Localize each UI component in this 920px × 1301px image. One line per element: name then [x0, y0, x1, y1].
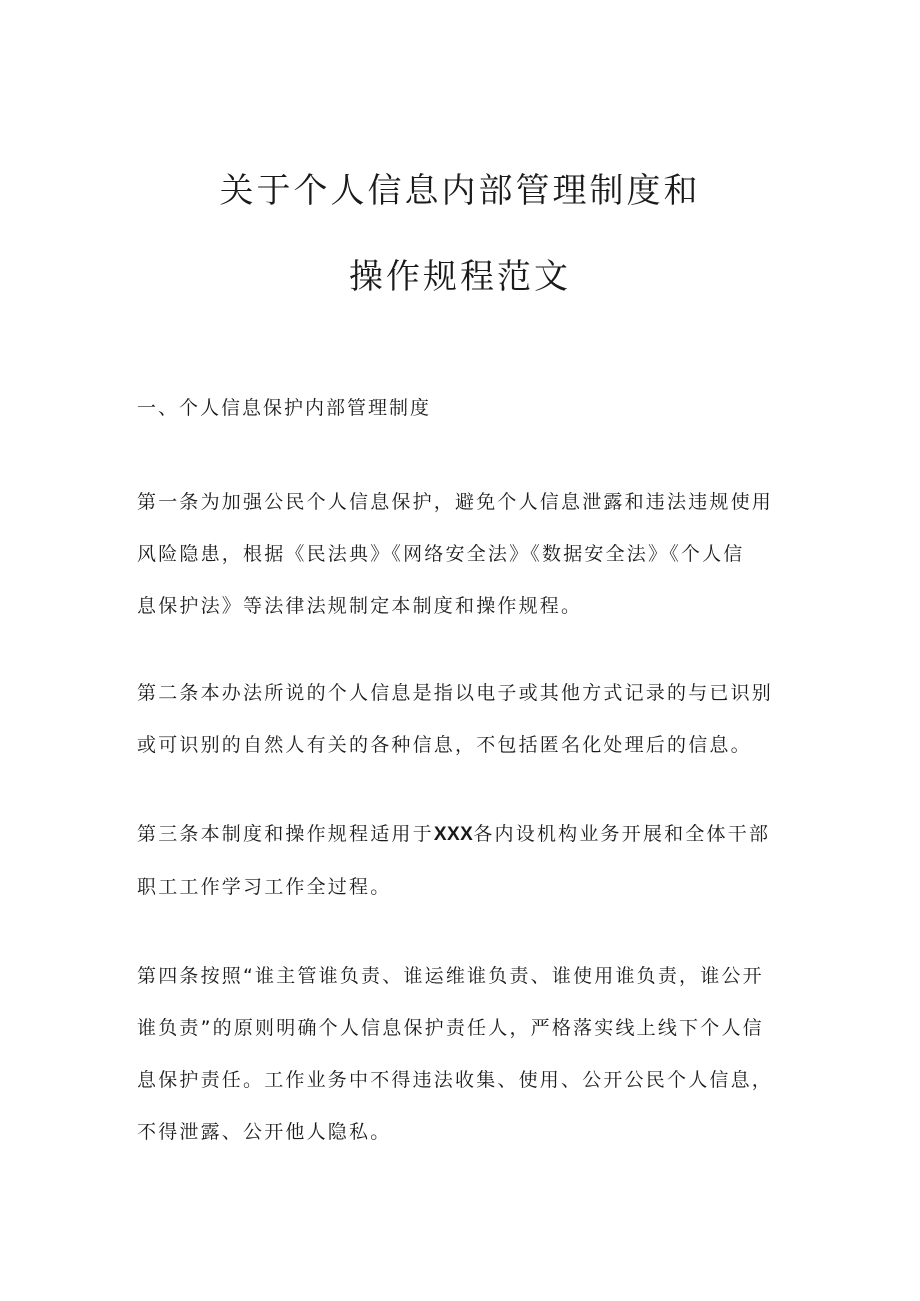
paragraph-line: 第二条本办法所说的个人信息是指以电子或其他方式记录的与已识别	[137, 682, 774, 704]
paragraph-line: 息保护法》等法律法规制定本制度和操作规程。	[137, 595, 583, 617]
article-3-paragraph	[137, 808, 789, 913]
paragraph-line: 谁负责”的原则明确个人信息保护责任人，严格落实线上线下个人信	[137, 1017, 764, 1039]
section-heading: 一、个人信息保护内部管理制度	[137, 397, 432, 419]
paragraph-line: 第一条为加强公民个人信息保护，避免个人信息泄露和违法违规使用	[137, 491, 774, 513]
paragraph-text-run: 各内设机构业务开展和全体干部	[473, 823, 771, 845]
article-4-paragraph	[137, 950, 789, 1158]
article-1-paragraph	[137, 476, 789, 632]
paragraph-line: 息保护责任。工作业务中不得违法收集、使用、公开公民个人信息，	[137, 1069, 774, 1091]
paragraph-text-run: 第三条本制度和操作规程适用于	[137, 823, 434, 845]
article-2-paragraph	[137, 667, 789, 771]
document-title-line-1: 关于个人信息内部管理制度和	[219, 171, 701, 211]
document-title-line-2: 操作规程范文	[349, 257, 571, 297]
paragraph-line: 或可识别的自然人有关的各种信息，不包括匿名化处理后的信息。	[137, 734, 752, 756]
paragraph-line: 职工工作学习工作全过程。	[137, 876, 392, 898]
paragraph-line: 不得泄露、公开他人隐私。	[137, 1121, 392, 1143]
paragraph-line	[137, 808, 789, 861]
paragraph-line: 风险隐患，根据《民法典》《网络安全法》《数据安全法》《个人信	[137, 543, 745, 565]
organization-placeholder: XXX	[433, 824, 474, 845]
paragraph-line: 第四条按照“谁主管谁负责、谁运维谁负责、谁使用谁负责，谁公开	[137, 965, 764, 987]
